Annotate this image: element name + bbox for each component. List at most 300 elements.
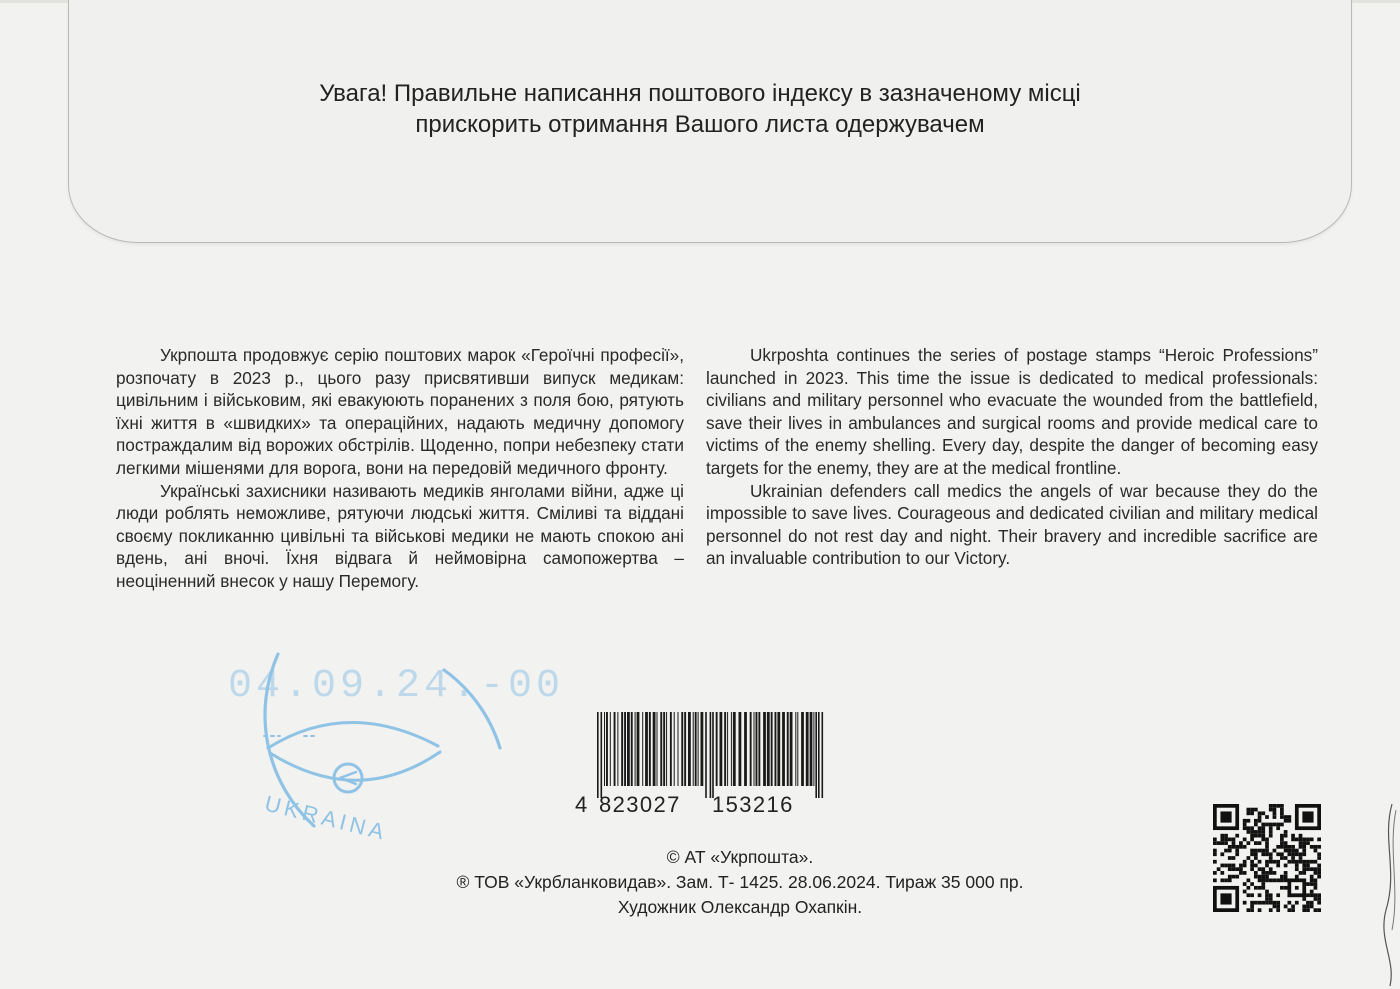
qr-module <box>1247 826 1251 830</box>
qr-module <box>1314 845 1318 849</box>
qr-module <box>1310 882 1314 886</box>
qr-module <box>1217 841 1221 845</box>
barcode-bar <box>621 712 623 786</box>
qr-module <box>1287 908 1291 912</box>
imprint-printer: ® ТОВ «Укрбланковидав». Зам. Т- 1425. 28.06.2024. Тираж 35 000 пр. <box>456 872 1024 892</box>
qr-module <box>1302 845 1306 849</box>
qr-module <box>1269 908 1273 912</box>
qr-module <box>1317 838 1321 842</box>
barcode-bar <box>666 712 667 786</box>
qr-module <box>1273 860 1277 864</box>
qr-module <box>1302 908 1306 912</box>
qr-module <box>1220 834 1224 838</box>
qr-module <box>1239 845 1243 849</box>
qr-code <box>1213 804 1321 912</box>
qr-module <box>1273 901 1277 905</box>
qr-module <box>1280 856 1284 860</box>
barcode-bar <box>756 712 758 786</box>
qr-module <box>1269 897 1273 901</box>
barcode-bar <box>750 712 752 786</box>
barcode-bar <box>818 712 820 798</box>
qr-module <box>1299 838 1303 842</box>
qr-module <box>1302 860 1306 864</box>
publisher-imprint <box>320 845 1160 920</box>
qr-module <box>1284 875 1288 879</box>
qr-module <box>1273 878 1277 882</box>
qr-module <box>1265 845 1269 849</box>
qr-module <box>1276 905 1280 909</box>
barcode-bar <box>712 712 714 798</box>
qr-module <box>1276 845 1280 849</box>
qr-module <box>1228 849 1232 853</box>
qr-module <box>1317 864 1321 868</box>
qr-module <box>1228 867 1232 871</box>
qr-module <box>1247 819 1251 823</box>
qr-module <box>1258 841 1262 845</box>
qr-module <box>1258 819 1262 823</box>
postmark-inner-arc-top <box>268 722 438 748</box>
qr-module <box>1269 860 1273 864</box>
qr-module <box>1261 875 1265 879</box>
qr-module <box>1228 878 1232 882</box>
qr-module <box>1220 838 1224 842</box>
qr-module <box>1250 811 1254 815</box>
qr-module <box>1284 819 1288 823</box>
qr-module <box>1232 841 1236 845</box>
qr-module <box>1269 834 1273 838</box>
qr-module <box>1314 897 1318 901</box>
qr-module <box>1273 815 1277 819</box>
barcode-bar <box>731 712 732 786</box>
barcode-bar <box>754 712 755 786</box>
barcode-bar <box>720 712 723 786</box>
qr-module <box>1232 856 1236 860</box>
qr-module <box>1232 867 1236 871</box>
qr-module <box>1273 804 1277 808</box>
qr-module <box>1291 845 1295 849</box>
qr-module <box>1220 871 1224 875</box>
postmark-stamp <box>208 588 565 848</box>
barcode-bar <box>806 712 809 786</box>
qr-module <box>1295 860 1299 864</box>
qr-module <box>1254 871 1258 875</box>
qr-module <box>1261 901 1265 905</box>
qr-module <box>1254 852 1258 856</box>
qr-module <box>1254 875 1258 879</box>
qr-module <box>1228 856 1232 860</box>
qr-module <box>1317 908 1321 912</box>
qr-module <box>1269 823 1273 827</box>
qr-module <box>1276 864 1280 868</box>
qr-module <box>1247 811 1251 815</box>
barcode-bar <box>695 712 697 786</box>
qr-module <box>1310 901 1314 905</box>
barcode-bar <box>733 712 736 786</box>
qr-module <box>1261 834 1265 838</box>
qr-module <box>1235 875 1239 879</box>
qr-module <box>1280 811 1284 815</box>
qr-module <box>1302 852 1306 856</box>
qr-module <box>1254 841 1258 845</box>
postmark-date: 04.09.24.-00 <box>228 664 565 709</box>
barcode-bar <box>674 712 675 786</box>
qr-module <box>1239 864 1243 868</box>
barcode-bar <box>617 712 618 786</box>
barcode-bar <box>815 712 817 798</box>
qr-module <box>1276 860 1280 864</box>
qr-module <box>1232 845 1236 849</box>
qr-module <box>1261 838 1265 842</box>
barcode-bar <box>813 712 814 786</box>
qr-module <box>1291 908 1295 912</box>
barcode-bar <box>744 712 747 786</box>
qr-module <box>1265 823 1269 827</box>
qr-module <box>1254 834 1258 838</box>
qr-module <box>1287 860 1291 864</box>
qr-module <box>1232 864 1236 868</box>
barcode-bar <box>790 712 793 786</box>
qr-module <box>1228 864 1232 868</box>
qr-module <box>1273 849 1277 853</box>
qr-module <box>1250 901 1254 905</box>
barcode-bar <box>631 712 633 786</box>
qr-module <box>1220 893 1231 904</box>
barcode-bar <box>649 712 651 786</box>
qr-module <box>1265 901 1269 905</box>
qr-module <box>1314 878 1318 882</box>
qr-module <box>1235 845 1239 849</box>
qr-module <box>1258 893 1262 897</box>
qr-module <box>1302 905 1306 909</box>
qr-module <box>1265 815 1269 819</box>
en-paragraph-2: Ukrainian defenders call medics the angels of war because they do the impossible to save lives. Courageous and dedicated civilian and military medical personnel do not rest day and night. Their bravery and incredible sacrifice are an invaluable contribution to our Victory. <box>706 480 1318 569</box>
qr-module <box>1295 852 1299 856</box>
qr-module <box>1317 901 1321 905</box>
edge-mark <box>1372 800 1400 989</box>
qr-module <box>1314 893 1318 897</box>
postmark-country: UKRAINA <box>262 790 391 846</box>
qr-module <box>1250 838 1254 842</box>
qr-module <box>1269 871 1273 875</box>
barcode-bar <box>810 712 813 786</box>
qr-module <box>1291 856 1295 860</box>
qr-module <box>1310 838 1314 842</box>
barcode-bar <box>771 712 773 786</box>
barcode-bar <box>797 712 798 786</box>
qr-module <box>1276 852 1280 856</box>
qr-module <box>1295 867 1299 871</box>
qr-module <box>1276 893 1280 897</box>
qr-module <box>1295 875 1299 879</box>
qr-module <box>1291 852 1295 856</box>
qr-module <box>1265 864 1269 868</box>
qr-module <box>1284 886 1288 890</box>
qr-module <box>1250 808 1254 812</box>
qr-module <box>1284 871 1288 875</box>
qr-module <box>1310 860 1314 864</box>
qr-module <box>1213 838 1217 842</box>
barcode-bar <box>635 712 636 786</box>
qr-module <box>1302 838 1306 842</box>
qr-module <box>1265 875 1269 879</box>
qr-module <box>1243 890 1247 894</box>
barcode-bars <box>597 712 823 798</box>
qr-module <box>1280 808 1284 812</box>
qr-module <box>1317 867 1321 871</box>
barcode-bar <box>701 712 704 786</box>
qr-module <box>1280 878 1284 882</box>
qr-module <box>1247 808 1251 812</box>
notice-line-2: прискорить отримання Вашого листа одержувачем <box>415 111 985 138</box>
qr-module <box>1269 852 1273 856</box>
qr-module <box>1243 901 1247 905</box>
qr-module <box>1265 871 1269 875</box>
barcode-bar <box>763 712 766 786</box>
qr-module <box>1291 838 1295 842</box>
barcode-digits-right: 153216 <box>712 792 794 817</box>
qr-module <box>1254 830 1258 834</box>
qr-module <box>1284 845 1288 849</box>
qr-module <box>1269 867 1273 871</box>
qr-module <box>1250 826 1254 830</box>
qr-module <box>1291 860 1295 864</box>
qr-module <box>1250 830 1254 834</box>
qr-module <box>1302 841 1306 845</box>
barcode-bar <box>627 712 630 786</box>
qr-module <box>1247 841 1251 845</box>
qr-module <box>1247 856 1251 860</box>
qr-module <box>1273 871 1277 875</box>
qr-module <box>1254 901 1258 905</box>
qr-module <box>1287 819 1291 823</box>
qr-module <box>1295 886 1299 890</box>
qr-module <box>1291 905 1295 909</box>
imprint-artist: Художник Олександр Охапкін. <box>617 897 863 917</box>
qr-module <box>1273 811 1277 815</box>
qr-module <box>1235 852 1239 856</box>
qr-module <box>1243 864 1247 868</box>
qr-module <box>1250 834 1254 838</box>
qr-module <box>1284 864 1288 868</box>
barcode-lead-digit: 4 <box>575 792 589 817</box>
qr-module <box>1280 804 1284 808</box>
qr-module <box>1247 908 1251 912</box>
barcode-bar <box>724 712 726 786</box>
barcode-bar <box>710 712 712 798</box>
qr-module <box>1261 830 1265 834</box>
barcode-bar <box>684 712 686 786</box>
qr-module <box>1220 864 1224 868</box>
qr-module <box>1280 823 1284 827</box>
qr-module <box>1239 841 1243 845</box>
qr-module <box>1269 808 1273 812</box>
qr-module <box>1314 886 1318 890</box>
qr-module <box>1258 875 1262 879</box>
qr-module <box>1247 830 1251 834</box>
barcode-bar <box>777 712 780 786</box>
qr-module <box>1261 882 1265 886</box>
barcode-bar <box>822 712 824 798</box>
qr-module <box>1258 815 1262 819</box>
qr-module <box>1306 893 1310 897</box>
qr-module <box>1261 826 1265 830</box>
barcode-bar <box>653 712 656 786</box>
uk-paragraph-2: Українські захисники називають медиків янголами війни, адже ці люди роблять неможливе, рятуючи людські життя. Сміливі та віддані своєму покликанню цивільні та військові медики не мають спокою ані вдень, ані вночі. Їхня відвага й неймовірна самопожертва – неоціненний внесок у нашу Перемогу. <box>116 480 684 591</box>
barcode-bar <box>775 712 777 786</box>
barcode-bar <box>727 712 728 786</box>
qr-module <box>1299 871 1303 875</box>
qr-module <box>1284 849 1288 853</box>
qr-module <box>1317 852 1321 856</box>
qr-module <box>1299 845 1303 849</box>
qr-module <box>1239 867 1243 871</box>
qr-module <box>1287 815 1291 819</box>
qr-module <box>1284 905 1288 909</box>
qr-module <box>1302 871 1306 875</box>
qr-module <box>1254 856 1258 860</box>
qr-module <box>1317 875 1321 879</box>
barcode-bar <box>678 712 679 786</box>
qr-module <box>1317 845 1321 849</box>
qr-module <box>1258 834 1262 838</box>
en-paragraph-1: Ukrposhta continues the series of postage stamps “Heroic Professions” launched in 2023. This time the issue is dedicated to medical professionals: civilians and military personnel who evacuate the wounded from the battlefield, save their lives in ambulances and surgical rooms and provide medical care to victims of the enemy shelling. Every day, despite the danger of becoming easy targets for the enemy, they are at the medical frontline. <box>706 345 1318 478</box>
postal-code-notice <box>200 78 1200 140</box>
qr-module <box>1295 838 1299 842</box>
qr-module <box>1280 815 1284 819</box>
qr-module <box>1314 882 1318 886</box>
qr-module <box>1261 852 1265 856</box>
qr-module <box>1269 901 1273 905</box>
barcode-bar <box>795 712 796 786</box>
qr-module <box>1220 841 1224 845</box>
qr-module <box>1284 834 1288 838</box>
qr-module <box>1295 901 1299 905</box>
qr-module <box>1243 845 1247 849</box>
qr-module <box>1314 871 1318 875</box>
qr-module <box>1273 905 1277 909</box>
qr-module <box>1228 838 1232 842</box>
qr-module <box>1273 823 1277 827</box>
qr-module <box>1284 878 1288 882</box>
qr-module <box>1213 849 1217 853</box>
qr-module <box>1265 897 1269 901</box>
qr-module <box>1269 826 1273 830</box>
qr-module <box>1258 860 1262 864</box>
qr-module <box>1250 893 1254 897</box>
qr-module <box>1254 819 1258 823</box>
qr-module <box>1287 901 1291 905</box>
qr-module <box>1258 886 1262 890</box>
qr-module <box>1306 838 1310 842</box>
qr-module <box>1314 860 1318 864</box>
qr-module <box>1250 860 1254 864</box>
qr-module <box>1314 908 1318 912</box>
qr-module <box>1280 852 1284 856</box>
barcode-bar <box>716 712 718 786</box>
barcode-bar <box>767 712 770 786</box>
qr-module <box>1299 852 1303 856</box>
qr-module <box>1224 834 1228 838</box>
qr-module <box>1220 852 1224 856</box>
postmark-emblem-mark <box>340 772 356 784</box>
qr-module <box>1224 841 1228 845</box>
qr-module <box>1287 852 1291 856</box>
qr-module <box>1284 841 1288 845</box>
qr-module <box>1213 852 1217 856</box>
qr-module <box>1302 849 1306 853</box>
qr-module <box>1261 871 1265 875</box>
qr-module <box>1295 864 1299 868</box>
qr-module <box>1232 875 1236 879</box>
qr-module <box>1317 893 1321 897</box>
qr-module <box>1269 878 1273 882</box>
qr-module <box>1250 882 1254 886</box>
qr-module <box>1254 849 1258 853</box>
qr-module <box>1243 838 1247 842</box>
qr-module <box>1220 878 1224 882</box>
qr-module <box>1235 867 1239 871</box>
barcode-bar <box>645 712 648 786</box>
qr-module <box>1284 856 1288 860</box>
english-description <box>706 344 1318 570</box>
qr-module <box>1258 849 1262 853</box>
qr-module <box>1235 849 1239 853</box>
qr-module <box>1306 841 1310 845</box>
qr-module <box>1276 823 1280 827</box>
barcode-bar <box>801 712 804 786</box>
barcode-bar <box>606 712 608 786</box>
qr-module <box>1258 867 1262 871</box>
barcode-bar <box>693 712 694 786</box>
qr-module <box>1265 860 1269 864</box>
qr-module <box>1247 878 1251 882</box>
qr-module <box>1235 834 1239 838</box>
barcode-bar <box>657 712 658 786</box>
qr-module <box>1269 856 1273 860</box>
barcode-bar <box>660 712 662 786</box>
qr-module <box>1310 905 1314 909</box>
qr-module <box>1261 878 1265 882</box>
barcode-bar <box>670 712 672 786</box>
qr-module <box>1213 878 1217 882</box>
qr-module <box>1243 826 1247 830</box>
qr-module <box>1261 849 1265 853</box>
qr-module <box>1250 852 1254 856</box>
barcode-bar <box>610 712 611 786</box>
qr-module <box>1258 901 1262 905</box>
qr-module <box>1250 864 1254 868</box>
barcode-bar <box>663 712 665 786</box>
qr-module <box>1224 838 1228 842</box>
barcode-digits-left: 823027 <box>599 792 681 817</box>
qr-module <box>1295 849 1299 853</box>
qr-module <box>1306 901 1310 905</box>
qr-module <box>1265 878 1269 882</box>
qr-module <box>1258 878 1262 882</box>
qr-module <box>1250 908 1254 912</box>
qr-module <box>1314 849 1318 853</box>
qr-module <box>1243 860 1247 864</box>
uk-paragraph-1: Укрпошта продовжує серію поштових марок «Героїчні професії», розпочату в 2023 р., цього разу присвятивши випуск медикам: цивільним і військовим, які евакуюють поранених з поля бою, рятують їхні життя в «швидких» та операційних, надають медичну допомогу постраждалим від ворожих обстрілів. Щоденно, попри небезпеку стати легкими мішенями для ворога, вони на передовій медичного фронту. <box>116 345 684 478</box>
barcode-bar <box>637 712 640 786</box>
qr-module <box>1243 823 1247 827</box>
qr-module <box>1254 823 1258 827</box>
barcode-bar <box>698 712 699 786</box>
barcode-bar <box>758 712 760 786</box>
qr-module <box>1276 901 1280 905</box>
imprint-copyright: © АТ «Укрпошта». <box>666 847 814 867</box>
qr-module <box>1258 826 1262 830</box>
